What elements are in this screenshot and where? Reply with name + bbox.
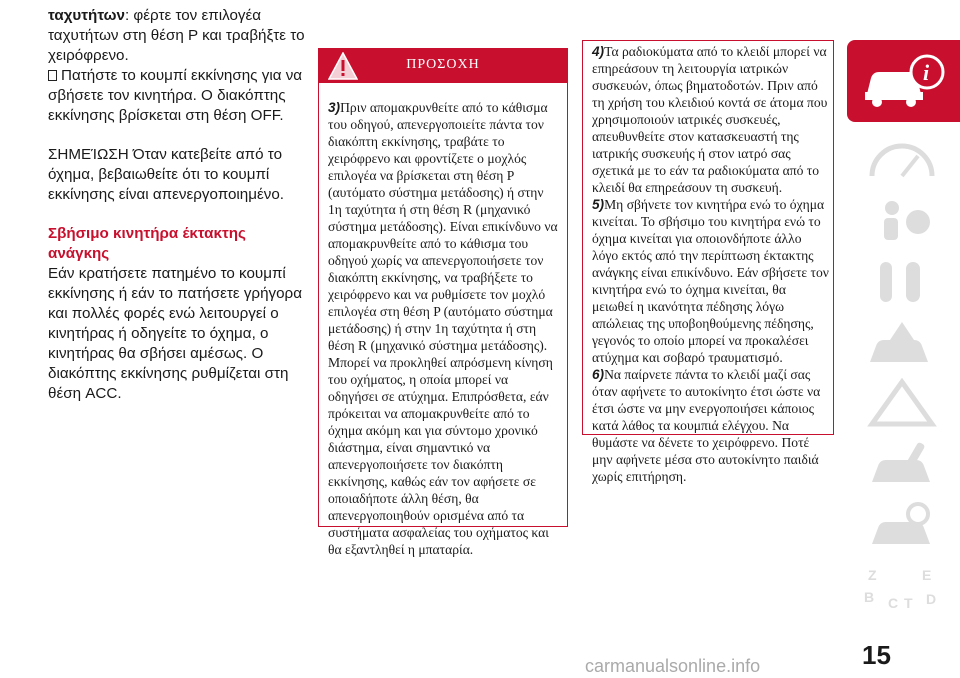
text-column-1	[48, 6, 306, 404]
svg-text:B: B	[864, 589, 875, 605]
section-heading: Σβήσιμο κινητήρα έκτακτης ανάγκης	[48, 225, 246, 262]
warning-triangle-icon[interactable]	[862, 378, 942, 428]
warning-item-5: 5)Μη σβήνετε τον κινητήρα ενώ το όχημα κινείται. Το σβήσιμο του κινητήρα ενώ το όχημα κινείται για οποιονδήποτε άλλο λόγο εκτός από την περίπτωση έκτακτης ανάγκης είναι επικίνδυνο. Εάν σβήσετε τον κινητήρα ενώ το όχημα κινείται, θα μειωθεί η ικανότητα πέδησης λόγω απώλειας της υποβοηθούμενης πέδησης, γεγονός το οποίο μπορεί να προκαλέσει ατύχημα και σοβαρό τραυματισμό.	[592, 197, 829, 365]
svg-text:Z: Z	[868, 567, 877, 583]
text-column-3	[592, 43, 830, 485]
media-icon[interactable]	[862, 560, 942, 610]
warning-header	[319, 49, 567, 83]
car-spec-icon[interactable]	[862, 500, 942, 550]
page-number: 15	[862, 640, 891, 670]
airbag-seat-icon[interactable]	[862, 196, 942, 246]
label-transmission: ταχυτήτων	[48, 7, 125, 24]
warning-light-icon[interactable]	[862, 318, 942, 368]
warning-box	[318, 48, 568, 557]
dashboard-icon[interactable]	[862, 136, 942, 186]
warning-item-4: 4)Τα ραδιοκύματα από το κλειδί μπορεί να επηρεάσουν τη λειτουργία ιατρικών συσκευών, όπως βηματοδοτών. Πριν από τη χρήση του κλειδιού κοντά σε άτομα που χρησιμοποιούν ιατρικές συσκευές, απευθυνθείτε στον κατασκευαστή της ιατρικής συσκευής ή στον ιατρό σας σχετικά με το εάν τα ραδιοκύματα από το κλειδί θα επηρεάσουν τη συσκευή.	[592, 44, 828, 195]
checkbox-icon	[48, 70, 57, 81]
warning-body	[319, 83, 567, 558]
svg-text:C: C	[888, 595, 899, 610]
car-info-icon	[859, 54, 947, 108]
warning-item-3: 3)Πριν απομακρυνθείτε από το κάθισμα του οδηγού, απενεργοποιείτε πάντα τον διακόπτη εκκίνησης, τραβάτε το χειρόφρενο και φροντίζετε ο μοχλός επιλογέα να βρίσκεται στη θέση P (αυτόματο σύστημα μετάδοσης) ή στην 1η ταχύτητα ή στη θέση R (μηχανικό σύστημα μετάδοσης). Είναι επικίνδυνο να απομακρυνθείτε από το κάθισμα του οδηγού χωρίς να απενεργοποιήσετε τον διακόπτη εκκίνησης, να τραβήξετε το χειρόφρενο και να ρυθμίσετε τον μοχλό επιλογέα στη θέση P (αυτόματο σύστημα μετάδοσης) ή στην 1η ταχύτητα ή στη θέση R (μηχανικό σύστημα μετάδοσης). Μπορεί να προκληθεί απρόσμενη κίνηση του οχήματος, η οποία μπορεί να οδηγήσει σε ατύχημα. Επιπρόσθετα, εάν πρόκειται να απομακρυνθείτε από το όχημα ακόμη και για σύντομο χρονικό διάστημα, είναι σημαντικό να απενεργοποιήσετε τον διακόπτη εκκίνησης, καθώς εάν τον αφήσετε σε οποιαδήποτε άλλη θέση, θα απενεργοποιηθούν ορισμένα από τα συστήματα ασφαλείας του οχήματος και θα εξαντληθεί η μπαταρία.	[328, 100, 558, 557]
box-top-line	[582, 40, 834, 41]
svg-text:i: i	[923, 60, 930, 85]
car-wrench-icon[interactable]	[862, 438, 942, 488]
seatbelt-icon[interactable]	[862, 256, 942, 306]
warning-title: ΠΡΟΣΟΧΗ	[406, 57, 480, 72]
sidebar-tab-active[interactable]	[847, 40, 960, 122]
paragraph-press-button: Πατήστε το κουμπί εκκίνησης για να σβήσετε τον κινητήρα. Ο διακόπτης εκκίνησης βρίσκεται στη θέση OFF.	[48, 67, 303, 124]
warning-item-6: 6)Να παίρνετε πάντα το κλειδί μαζί σας όταν αφήνετε το αυτοκίνητο έτσι ώστε να έτσι ώστε να μην ενεργοποιήσει κάποιος κατά λάθος τα κουμπιά ελέγχου. Να θυμάστε να δένετε το χειρόφρενο. Ποτέ μην αφήνετε μέσα στο αυτοκίνητο παιδιά χωρίς επιτήρηση.	[592, 367, 821, 484]
svg-text:D: D	[926, 591, 937, 607]
svg-text:E: E	[922, 567, 932, 583]
svg-text:T: T	[904, 595, 913, 610]
watermark: carmanualsonline.info	[585, 656, 761, 676]
paragraph-emergency: Εάν κρατήσετε πατημένο το κουμπί εκκίνησης ή εάν το πατήσετε γρήγορα και πολλές φορές ενώ λειτουργεί ο κινητήρας ή οδηγείτε το όχημα, ο κινητήρας θα σβήσει αμέσως. Ο διακόπτης εκκίνησης ρυθμίζεται στη θέση ACC.	[48, 265, 302, 402]
note-paragraph: ΣΗΜΕΊΩΣΗ Όταν κατεβείτε από το όχημα, βεβαιωθείτε ότι το κουμπί εκκίνησης είναι απενεργοποιημένο.	[48, 146, 285, 203]
paragraph-park: ταχυτήτων: φέρτε τον επιλογέα ταχυτήτων στη θέση Ρ και τραβήξτε το χειρόφρενο.	[48, 7, 305, 64]
